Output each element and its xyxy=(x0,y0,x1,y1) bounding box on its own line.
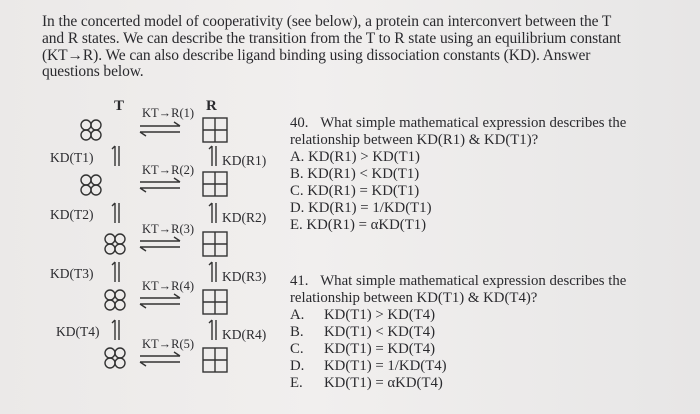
kd-t4-label: KD(T4) xyxy=(56,324,100,339)
kd-r4-label: KD(R4) xyxy=(222,327,267,342)
t-state-protein-2 xyxy=(105,234,125,254)
r-state-protein-0 xyxy=(203,118,227,142)
equilibrium-label-3: KT→R(3) xyxy=(142,222,195,236)
option-text: KD(T1) = KD(T4) xyxy=(324,341,436,357)
question-41-option-a[interactable] xyxy=(290,307,626,324)
question-41-prompt-line2: relationship between KD(T1) & KD(T4)? xyxy=(290,290,538,306)
r-state-header: R xyxy=(206,98,217,114)
option-letter: B. xyxy=(290,324,304,340)
kd-r3-label: KD(R3) xyxy=(222,269,267,284)
t-state-header: T xyxy=(114,98,125,114)
question-40-option-a[interactable]: A. KD(R1) > KD(T1) xyxy=(290,149,420,165)
option-text: KD(T1) = 1/KD(T4) xyxy=(324,358,447,374)
option-letter: E. xyxy=(290,375,303,391)
equilibrium-arrows xyxy=(140,122,180,366)
t-state-protein-1 xyxy=(81,175,101,195)
r-state-protein-1 xyxy=(203,172,227,196)
question-40-option-c[interactable]: C. KD(R1) = KD(T1) xyxy=(290,183,420,199)
question-41-option-c[interactable] xyxy=(290,341,626,358)
question-40-option-d[interactable]: D. KD(R1) = 1/KD(T1) xyxy=(290,200,432,216)
question-41-option-e[interactable] xyxy=(290,375,626,392)
t-state-protein-0 xyxy=(81,120,101,140)
question-41-prompt-line1: What simple mathematical expression describes the xyxy=(320,273,627,289)
question-40 xyxy=(290,115,626,234)
option-letter: A. xyxy=(290,307,305,323)
equilibrium-label-2: KT→R(2) xyxy=(142,163,195,177)
kd-t2-label: KD(T2) xyxy=(50,207,94,222)
r-state-protein-2 xyxy=(203,232,227,256)
r-state-protein-3 xyxy=(203,290,227,314)
t-state-protein-3 xyxy=(105,290,125,310)
question-41 xyxy=(290,273,626,392)
question-41-option-b[interactable] xyxy=(290,324,626,341)
equilibrium-label-1: KT→R(1) xyxy=(142,106,195,120)
question-40-option-e[interactable]: E. KD(R1) = αKD(T1) xyxy=(290,217,427,233)
r-state-protein-4 xyxy=(203,348,227,372)
question-40-prompt-line2: relationship between KD(R1) & KD(T1)? xyxy=(290,132,539,148)
option-text: KD(T1) > KD(T4) xyxy=(324,307,436,323)
option-text: KD(T1) = αKD(T4) xyxy=(324,375,443,391)
option-letter: D. xyxy=(290,358,305,374)
kd-r2-label: KD(R2) xyxy=(222,210,267,225)
question-40-number: 40. xyxy=(290,115,309,131)
question-41-number: 41. xyxy=(290,273,309,289)
equilibrium-label-4: KT→R(4) xyxy=(142,279,195,293)
kd-t1-label: KD(T1) xyxy=(50,150,94,165)
option-letter: C. xyxy=(290,341,304,357)
kd-r1-label: KD(R1) xyxy=(222,153,267,168)
intro-line-4: questions below. xyxy=(42,63,144,81)
intro-line-1: In the concerted model of cooperativity (see below), a protein can interconvert between the T xyxy=(42,13,612,30)
question-40-option-b[interactable]: B. KD(R1) < KD(T1) xyxy=(290,166,420,182)
equilibrium-label-5: KT→R(5) xyxy=(142,337,195,351)
intro-line-3: (KT→R). We can also describe ligand binding using dissociation constants (KD). Answer xyxy=(42,46,591,64)
intro-line-2: and R states. We can describe the transition from the T to R state using an equilibrium constant xyxy=(42,29,621,47)
question-40-prompt-line1: What simple mathematical expression describes the xyxy=(320,115,627,131)
kd-t3-label: KD(T3) xyxy=(50,266,94,281)
t-state-protein-4 xyxy=(105,348,125,368)
option-text: KD(T1) < KD(T4) xyxy=(324,324,436,340)
question-41-option-d[interactable] xyxy=(290,358,626,375)
